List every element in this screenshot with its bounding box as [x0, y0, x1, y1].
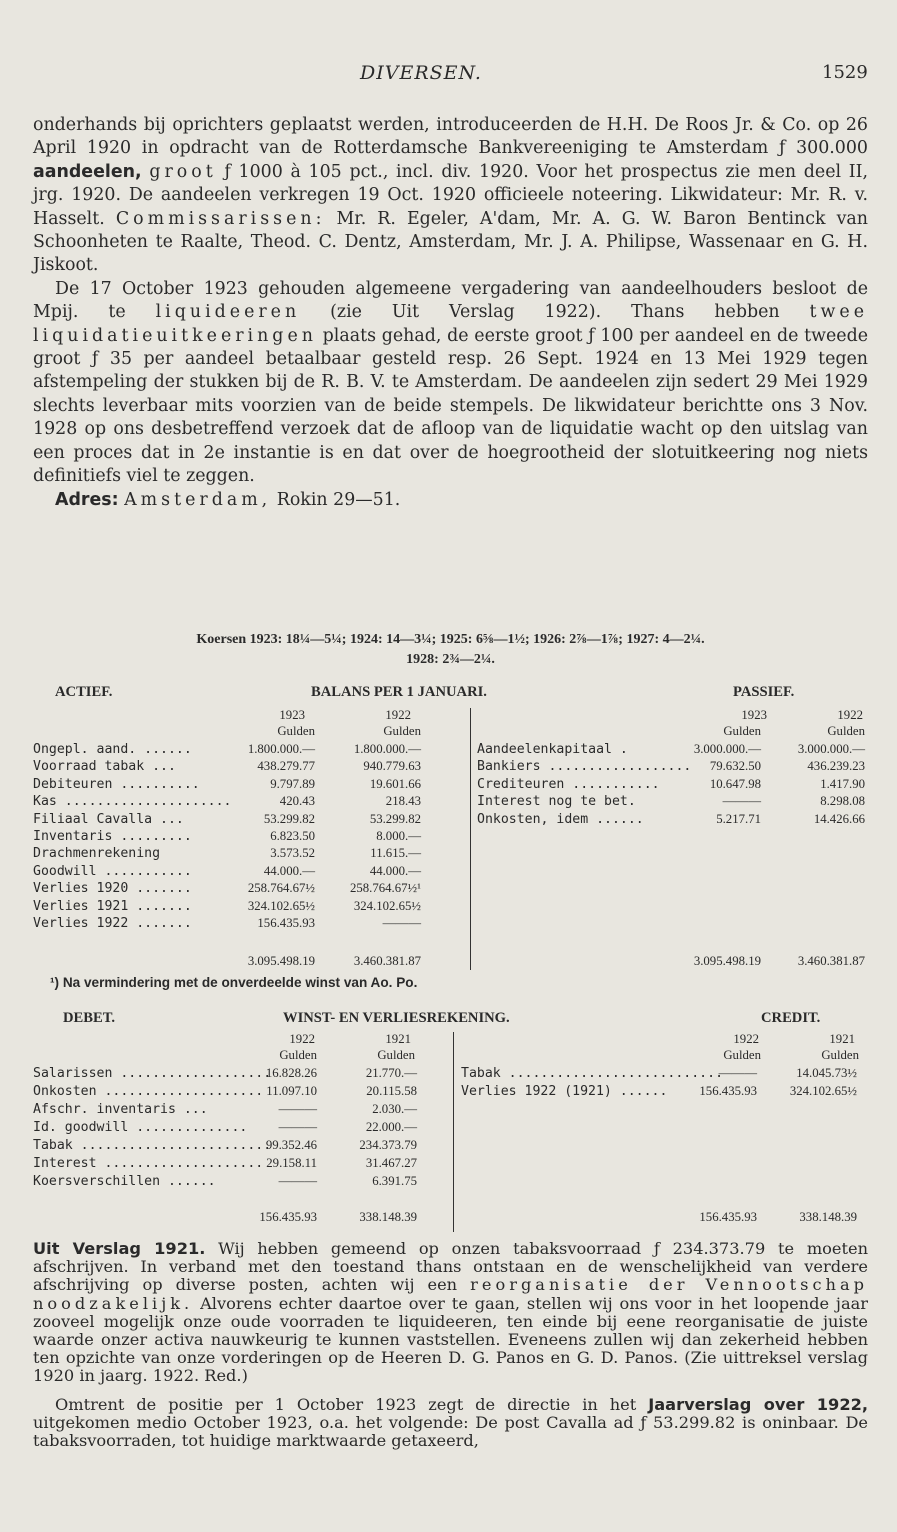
passief-total-1922: 3.460.381.87	[797, 954, 865, 968]
text-run: Mr. R. Egeler, A'dam, Mr. A. G. W. Baron Bentinck van Schoonheten te Raalte, Theod. C. Dentz, Amsterdam, Mr. J. A. Philipse, Wassenaar en G. H. Jiskoot.	[33, 208, 868, 276]
credit-row-value: ———	[718, 1066, 757, 1080]
year-header: 1921	[829, 1032, 855, 1046]
actief-total-1922: 3.460.381.87	[353, 954, 421, 968]
winst-credit-title: CREDIT.	[761, 1010, 821, 1026]
passief-row-value: 8.298.08	[820, 794, 865, 809]
actief-total-1923: 3.095.498.19	[247, 954, 315, 968]
actief-row-label: Debiteuren ..........	[33, 776, 200, 792]
debet-row-label: Koersverschillen ......	[33, 1174, 216, 1189]
actief-row-label: Goodwill ...........	[33, 863, 192, 879]
text-run: ƒ 1000 à 105 pct., incl. div. 1920. Voor het prospectus zie men deel II, jrg. 1920. De aandeelen verkregen 19 Oct. 1920 officieele noteering. Likwidateur: Mr. R. v. Hasselt.	[33, 161, 869, 229]
actief-row-label: Verlies 1920 .......	[33, 881, 192, 897]
credit-row-value: 156.435.93	[699, 1084, 757, 1098]
credit-row-label: Verlies 1922 (1921) ......	[461, 1084, 668, 1099]
actief-row-value: 3.573.52	[270, 846, 315, 861]
column-divider	[470, 708, 471, 970]
debet-row-value: 22.000.—	[365, 1120, 417, 1134]
actief-row-label: Verlies 1921 .......	[33, 898, 192, 914]
credit-row-label: Tabak ...........................	[461, 1066, 724, 1081]
passief-row-label: Onkosten, idem ......	[477, 811, 644, 827]
text-run: uitgekomen medio October 1923, o.a. het volgende: De post Cavalla ad ƒ 53.299.82 is oninbaar. De tabaksvoorraden, tot huidige marktwaarde getaxeerd,	[33, 1412, 868, 1451]
actief-row-label: Drachmenrekening	[33, 846, 161, 862]
debet-row-value: ———	[278, 1120, 317, 1134]
actief-row-value: 258.764.67½¹	[349, 881, 421, 896]
unit-header: Gulden	[827, 724, 865, 738]
debet-row-value: 99.352.46	[265, 1138, 317, 1152]
actief-row-value: 19.601.66	[369, 776, 421, 791]
actief-row-value: 1.800.000.—	[353, 742, 421, 756]
actief-row-label: Ongepl. aand. ......	[33, 742, 192, 757]
unit-header: Gulden	[277, 724, 315, 738]
address-line	[33, 489, 868, 512]
actief-row-value: 44.000.—	[263, 863, 315, 878]
koersen-line-2: 1928: 2¾—2¼.	[406, 652, 495, 667]
year-header: 1921	[385, 1032, 411, 1046]
actief-row-value: 218.43	[385, 794, 421, 809]
actief-row-label: Filiaal Cavalla ...	[33, 811, 184, 827]
text-run: onderhands bij oprichters geplaatst werden, introduceerden de H.H. De Roos Jr. & Co. op 26 April 1920 in opdracht van de Rotterdamsche Bankvereeniging te Amsterdam ƒ 300.000	[33, 115, 868, 159]
actief-row-value: 156.435.93	[257, 916, 315, 930]
passief-row-value: 10.647.98	[709, 776, 761, 791]
debet-row-label: Onkosten ....................	[33, 1084, 264, 1099]
spaced-term: reorganisatie der Vennootschap noodzakelijk.	[33, 1275, 868, 1313]
balance-sheet	[33, 684, 868, 974]
debet-row-value: 2.030.—	[372, 1102, 417, 1116]
passief-total-1923: 3.095.498.19	[693, 954, 761, 968]
debet-row-value: 20.115.58	[366, 1084, 417, 1098]
intro-paragraph-1	[33, 114, 868, 278]
closing-paragraph-2	[33, 1396, 868, 1451]
passief-row-value: 3.000.000.—	[797, 742, 865, 756]
text-run: Omtrent de positie per 1 October 1923 zegt de directie in het	[55, 1394, 649, 1414]
actief-row-value: 438.279.77	[257, 759, 315, 774]
credit-row-value: 324.102.65½	[789, 1084, 857, 1098]
passief-row-value: 79.632.50	[709, 759, 761, 774]
debet-row-value: 11.097.10	[266, 1084, 317, 1098]
actief-row-value: 6.823.50	[270, 829, 315, 843]
column-divider	[453, 1032, 454, 1232]
text-run: plaats gehad, de eerste groot ƒ 100 per aandeel en de tweede groot ƒ 35 per aandeel betaalbaar gesteld resp. 26 Sept. 1924 en 13 Mei 1929 tegen afstempeling der stukken bij de R. B. V. te Amsterdam. De aandeelen zijn sedert 29 Mei 1929 slechts leverbaar mits voorzien van de beide stempels. De likwidateur berichtte ons 3 Nov. 1928 op ons desbetreffend verzoek dat de afloop van de liquidatie wacht op den uitslag van een proces dat in 2e instantie is en dat over de hoegrootheid der slotuitkeering nog niets definitiefs viel te zeggen.	[33, 325, 868, 487]
actief-row-value: 11.615.—	[370, 846, 421, 861]
actief-row-label: Verlies 1922 .......	[33, 916, 192, 931]
balance-title: BALANS PER 1 JANUARI.	[311, 684, 487, 700]
year-header: 1922	[385, 708, 411, 722]
text-run: (zie Uit Verslag 1922). Thans hebben	[300, 302, 810, 323]
passief-row-value: 14.426.66	[813, 811, 865, 826]
bold-term: Jaarverslag over 1922,	[648, 1394, 868, 1414]
debet-total-1922: 156.435.93	[259, 1210, 317, 1224]
winst-debet-title: DEBET.	[63, 1010, 116, 1026]
debet-row-value: 21.770.—	[365, 1066, 417, 1080]
spaced-term: liquideeren	[155, 302, 301, 323]
winst-title: WINST- EN VERLIESREKENING.	[283, 1010, 510, 1026]
intro-text	[33, 114, 868, 512]
debet-row-value: 31.467.27	[365, 1156, 417, 1170]
passief-row-value: 436.239.23	[807, 759, 865, 774]
bold-term: aandeelen,	[33, 161, 142, 182]
closing-paragraph-1	[33, 1240, 868, 1386]
year-header: 1922	[289, 1032, 315, 1046]
actief-row-value: 420.43	[279, 794, 315, 809]
balance-actief-title: ACTIEF.	[55, 684, 113, 700]
year-header: 1923	[741, 708, 767, 722]
debet-row-value: 16.828.26	[265, 1066, 317, 1080]
credit-total-1922: 156.435.93	[699, 1210, 757, 1224]
debet-row-label: Tabak ........................	[33, 1138, 272, 1153]
intro-paragraph-2	[33, 278, 868, 489]
credit-total-1921: 338.148.39	[799, 1210, 857, 1224]
actief-row-label: Kas .....................	[33, 794, 232, 810]
actief-row-value: ———	[382, 916, 421, 930]
address-label: Adres:	[55, 489, 119, 510]
unit-header: Gulden	[723, 724, 761, 738]
text-run: De 17 October 1923 gehouden algemeene vergadering van aandeelhouders besloot de Mpij. te	[33, 278, 868, 323]
actief-row-value: 258.764.67½	[247, 881, 315, 896]
credit-row-value: 14.045.73½	[796, 1066, 857, 1080]
balance-footnote: ¹) Na vermindering met de onverdeelde winst van Ao. Po.	[50, 975, 418, 990]
passief-row-label: Crediteuren ...........	[477, 776, 660, 792]
debet-row-value: ———	[278, 1102, 317, 1116]
running-title: DIVERSEN.	[360, 62, 482, 84]
debet-row-value: ———	[278, 1174, 317, 1188]
address-street: Rokin 29—51.	[271, 489, 401, 510]
actief-row-value: 1.800.000.—	[247, 742, 315, 756]
unit-header: Gulden	[821, 1048, 859, 1062]
unit-header: Gulden	[383, 724, 421, 738]
debet-row-value: 29.158.11	[266, 1156, 317, 1170]
closing-text	[33, 1240, 868, 1450]
address-city: Amsterdam,	[124, 489, 272, 510]
debet-row-value: 234.373.79	[359, 1138, 417, 1152]
spaced-term: Commissarissen:	[115, 208, 326, 229]
koersen-line-1: Koersen 1923: 18¼—5¼; 1924: 14—3¼; 1925: 6⅝—1½; 1926: 2⅞—1⅞; 1927: 4—2¼.	[196, 632, 705, 647]
actief-row-value: 9.797.89	[270, 776, 315, 791]
debet-row-label: Id. goodwill ..............	[33, 1120, 248, 1135]
debet-row-label: Salarissen ...................	[33, 1066, 272, 1081]
koersen-block	[33, 630, 868, 670]
actief-row-value: 53.299.82	[369, 811, 421, 826]
unit-header: Gulden	[279, 1048, 317, 1062]
unit-header: Gulden	[377, 1048, 415, 1062]
year-header: 1922	[837, 708, 863, 722]
passief-row-label: Aandeelenkapitaal .	[477, 742, 628, 757]
passief-row-label: Interest nog te bet.	[477, 794, 636, 810]
bold-term: Uit Verslag 1921.	[33, 1239, 206, 1258]
page-header	[0, 62, 897, 92]
spaced-term: groot	[149, 161, 217, 182]
year-header: 1922	[733, 1032, 759, 1046]
passief-row-value: 1.417.90	[820, 776, 865, 791]
page-number: 1529	[822, 62, 868, 83]
text-run: Wij hebben gemeend op onzen tabaksvoorraad ƒ 234.373.79 te moeten afschrijven. In verband met den toestand thans ontstaan en de wenschelijkheid van verdere afschrijving op diverse posten, achten wij een	[33, 1239, 869, 1295]
actief-row-value: 324.102.65½	[353, 898, 421, 913]
actief-row-value: 940.779.63	[363, 759, 421, 774]
year-header: 1923	[279, 708, 305, 722]
passief-row-value: 5.217.71	[716, 811, 761, 826]
text-run: Alvorens echter daartoe over te gaan, stellen wij ons voor in het loopende jaar zooveel mogelijk onze oude voorraden te liquideeren, ten einde bij eene reorganisatie de juiste waarde onzer activa nauwkeurig te kunnen vaststellen. Eveneens zullen wij dan zekerheid hebben ten opzichte van onze vorderingen op de Heeren D. G. Panos en G. D. Panos. (Zie uittreksel verslag 1920 in jaarg. 1922. Red.)	[33, 1293, 868, 1386]
passief-row-label: Bankiers ..................	[477, 759, 692, 775]
debet-row-label: Afschr. inventaris ...	[33, 1102, 208, 1117]
debet-row-label: Interest ....................	[33, 1156, 264, 1171]
profit-loss-account	[33, 1010, 868, 1235]
balance-passief-title: PASSIEF.	[733, 684, 795, 700]
actief-row-label: Voorraad tabak ...	[33, 759, 176, 775]
debet-total-1921: 338.148.39	[359, 1210, 417, 1224]
actief-row-value: 44.000.—	[369, 863, 421, 878]
passief-row-value: ———	[722, 794, 761, 809]
spaced-term: twee liquidatieuitkeeringen	[33, 302, 868, 346]
actief-row-value: 53.299.82	[263, 811, 315, 826]
unit-header: Gulden	[723, 1048, 761, 1062]
actief-row-value: 8.000.—	[376, 829, 421, 843]
debet-row-value: 6.391.75	[372, 1174, 417, 1188]
passief-row-value: 3.000.000.—	[693, 742, 761, 756]
actief-row-value: 324.102.65½	[247, 898, 315, 913]
actief-row-label: Inventaris .........	[33, 829, 192, 844]
